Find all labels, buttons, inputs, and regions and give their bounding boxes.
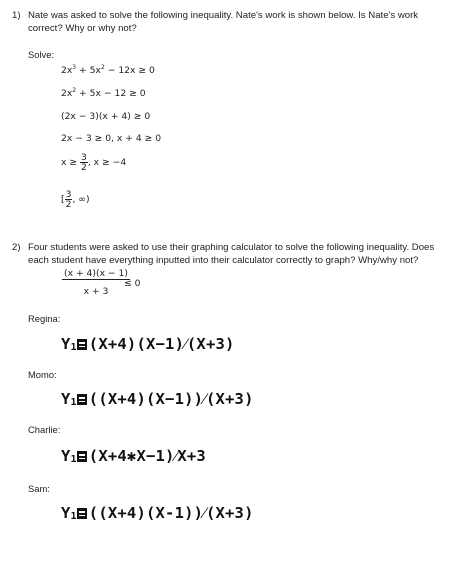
equals-symbol-icon [77, 451, 87, 462]
calculator-entry-charlie: Y1 (X+4✱X−1)⁄X+3 [61, 447, 206, 465]
question-1 [12, 10, 452, 40]
step-1: $2x^3 + 5x^2 - 12x \ge 0$ [61, 64, 155, 77]
question-2-text: Four students were asked to use their graphing calculator to solve the following inequality. Does each student have everything inputted into their calculator correctly to graph? Why/why not? [28, 242, 435, 266]
question-1-text: Nate was asked to solve the following inequality. Nate's work is shown below. Is Nate's work correct? Why or why not? [28, 10, 419, 34]
student-name-momo: Momo: [28, 369, 57, 380]
step-6: [ $\frac{3}{2}$ , ∞) [61, 189, 90, 210]
step-2: $2x^2 + 5x - 12 \ge 0$ [61, 87, 146, 100]
question-1-number: 1) [12, 10, 21, 21]
inequality-relation: ≤ 0 [124, 278, 141, 289]
step-5: x ≥ $\frac{3}{2}$ , x ≥ −4 [61, 152, 127, 173]
inequality-numerator: (x + 4)(x − 1) [64, 268, 128, 279]
equals-symbol-icon [77, 339, 87, 350]
student-name-regina: Regina: [28, 313, 61, 324]
step-3: (2x − 3)(x + 4) ≥ 0 [61, 111, 151, 122]
question-2-number: 2) [12, 242, 21, 253]
equals-symbol-icon [77, 508, 87, 519]
equals-symbol-icon [77, 394, 87, 405]
student-name-charlie: Charlie: [28, 424, 61, 435]
calculator-entry-regina: Y1 (X+4)(X−1)⁄(X+3) [61, 335, 235, 353]
student-name-sam: Sam: [28, 483, 50, 494]
calculator-entry-sam: Y1 ((X+4)(X-1))⁄(X+3) [61, 504, 254, 522]
solve-label: Solve: [28, 49, 55, 60]
inequality-fraction [62, 268, 130, 297]
step-4: 2x − 3 ≥ 0, x + 4 ≥ 0 [61, 133, 162, 144]
calculator-entry-momo: Y1 ((X+4)(X−1))⁄(X+3) [61, 390, 254, 408]
inequality-denominator: x + 3 [83, 286, 109, 297]
